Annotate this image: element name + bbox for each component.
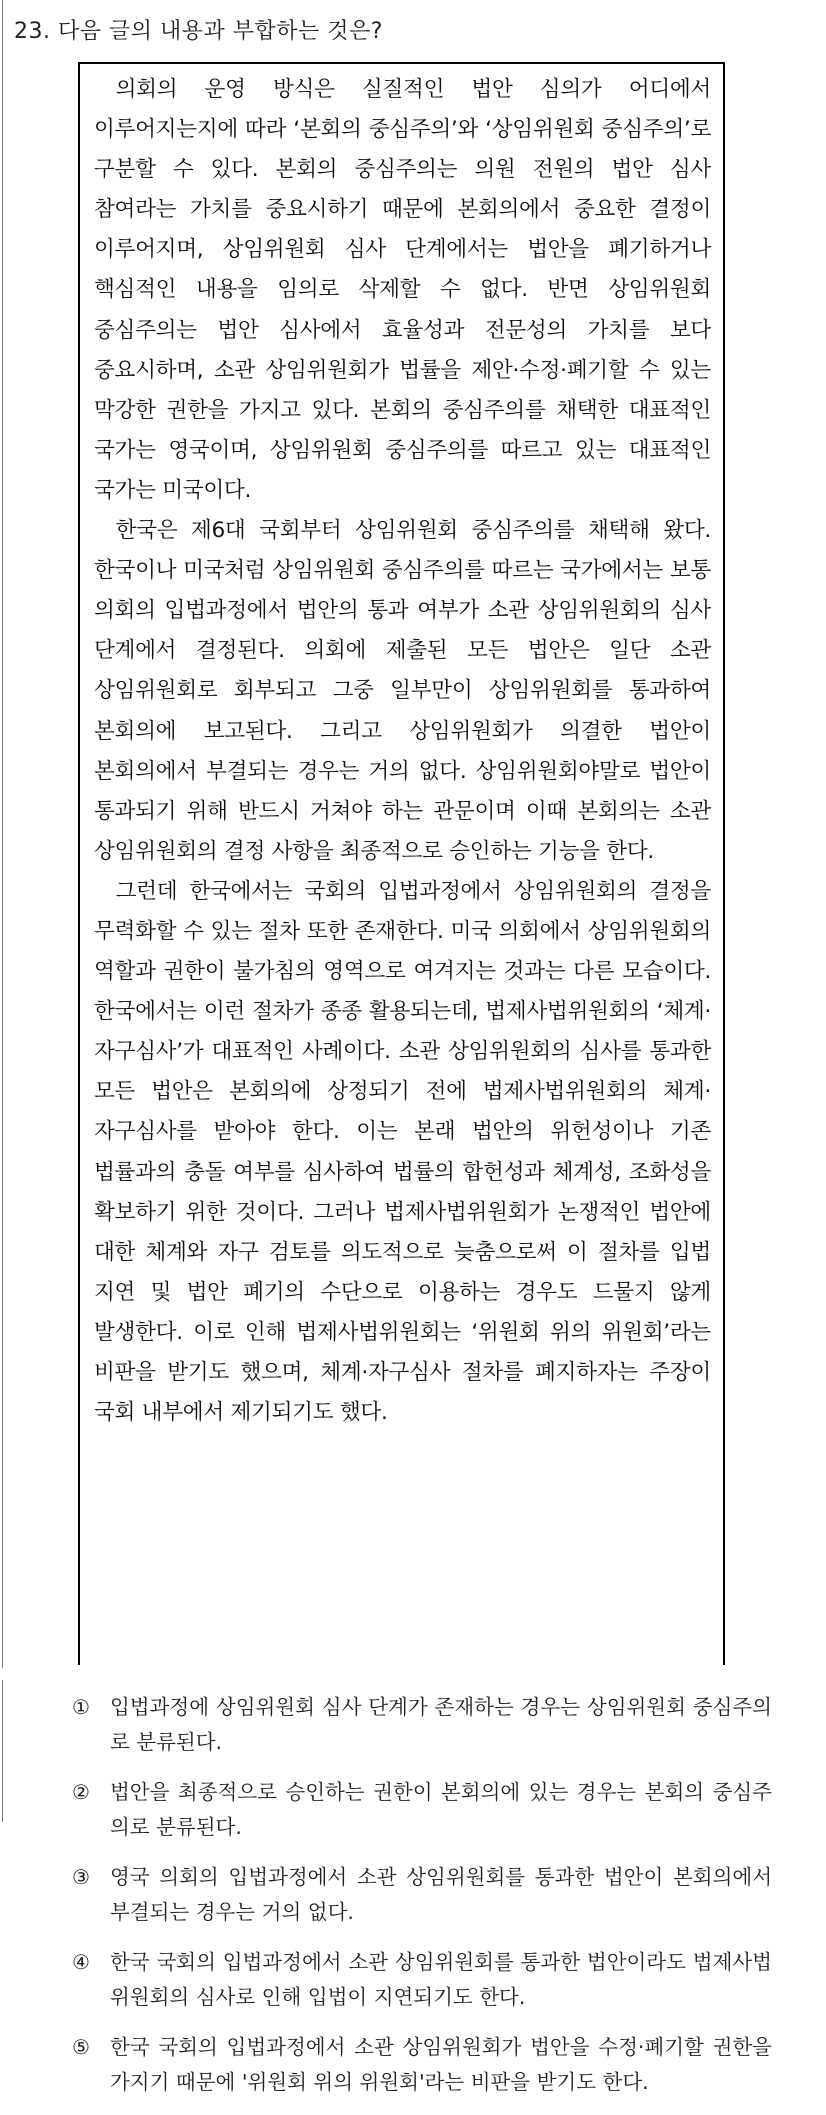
choice-3[interactable] — [72, 1860, 772, 1929]
passage-paragraph: 그런데 한국에서는 국회의 입법과정에서 상임위원회의 결정을 무력화할 수 있는 절차 또한 존재한다. 미국 의회에서 상임위원회의 역할과 권한이 불가침의 영역으로 여겨지는 것과는 다른 모습이다. 한국에서는 이런 절차가 종종 활용되는데, 법제사법위원회의 ‘체계·자구심사’가 대표적인 사례이다. 소관 상임위원회의 심사를 통과한 모든 법안은 본회의에 상정되기 전에 법제사법위원회의 체계·자구심사를 받아야 한다. 이는 본래 법안의 위헌성이나 기존 법률과의 충돌 여부를 심사하여 법률의 합헌성과 체계성, 조화성을 확보하기 위한 것이다. 그러나 법제사법위원회가 논쟁적인 법안에 대한 체계와 자구 검토를 의도적으로 늦춤으로써 이 절차를 입법 지연 및 법안 폐기의 수단으로 이용하는 경우도 드물지 않게 발생한다. 이로 인해 법제사법위원회는 ‘위원회 위의 위원회’라는 비판을 받기도 했으며, 체계·자구심사 절차를 폐지하자는 주장이 국회 내부에서 제기되기도 했다. — [94, 878, 711, 1426]
question-title — [14, 14, 383, 45]
choice-number: ① — [72, 1695, 90, 1719]
question-number: 23. — [14, 19, 51, 44]
choice-text: 한국 국회의 입법과정에서 소관 상임위원회를 통과한 법안이라도 법제사법위원회의 심사로 인해 입법이 지연되기도 한다. — [110, 1950, 772, 2009]
choice-text: 입법과정에 상임위원회 심사 단계가 존재하는 경우는 상임위원회 중심주의로 분류된다. — [110, 1695, 772, 1754]
choice-5[interactable] — [72, 2030, 772, 2099]
page-margin-rule — [2, 1680, 3, 1822]
passage-paragraph: 한국은 제6대 국회부터 상임위원회 중심주의를 채택해 왔다. 한국이나 미국처럼 상임위원회 중심주의를 따르는 국가에서는 보통 의회의 입법과정에서 법안의 통과 여부가 소관 상임위원회의 심사 단계에서 결정된다. 의회에 제출된 모든 법안은 일단 소관 상임위원회로 회부되고 그중 일부만이 상임위원회를 통과하여 본회의에 보고된다. 그리고 상임위원회가 의결한 법안이 본회의에서 부결되는 경우는 거의 없다. 상임위원회야말로 법안이 통과되기 위해 반드시 거쳐야 하는 관문이며 이때 본회의는 소관 상임위원회의 결정 사항을 최종적으로 승인하는 기능을 한다. — [94, 518, 711, 864]
choice-text: 한국 국회의 입법과정에서 소관 상임위원회가 법안을 수정·폐기할 권한을 가지기 때문에 '위원회 위의 위원회'라는 비판을 받기도 한다. — [110, 2035, 772, 2094]
choice-2[interactable] — [72, 1775, 772, 1844]
question-prompt: 다음 글의 내용과 부합하는 것은? — [58, 19, 383, 44]
choice-1[interactable] — [72, 1690, 772, 1759]
page-margin-rule — [2, 0, 3, 1668]
choice-text: 영국 의회의 입법과정에서 소관 상임위원회를 통과한 법안이 본회의에서 부결되는 경우는 거의 없다. — [110, 1865, 772, 1924]
choice-4[interactable] — [72, 1945, 772, 2014]
choice-number: ⑤ — [72, 2035, 90, 2059]
choice-text: 법안을 최종적으로 승인하는 권한이 본회의에 있는 경우는 본회의 중심주의로 분류된다. — [110, 1780, 772, 1839]
choice-number: ③ — [72, 1865, 90, 1889]
choice-number: ② — [72, 1780, 90, 1804]
choice-number: ④ — [72, 1950, 90, 1974]
passage-paragraph: 의회의 운영 방식은 실질적인 법안 심의가 어디에서 이루어지는지에 따라 ‘본회의 중심주의’와 ‘상임위원회 중심주의’로 구분할 수 있다. 본회의 중심주의는 의원 전원의 법안 심사 참여라는 가치를 중요시하기 때문에 본회의에서 중요한 결정이 이루어지며, 상임위원회 심사 단계에서는 법안을 폐기하거나 핵심적인 내용을 임의로 삭제할 수 없다. 반면 상임위원회 중심주의는 법안 심사에서 효율성과 전문성의 가치를 보다 중요시하며, 소관 상임위원회가 법률을 제안·수정·폐기할 수 있는 막강한 권한을 가지고 있다. 본회의 중심주의를 채택한 대표적인 국가는 영국이며, 상임위원회 중심주의를 따르고 있는 대표적인 국가는 미국이다. — [94, 77, 711, 503]
answer-choices — [72, 1690, 772, 2115]
reading-passage-box — [78, 62, 725, 1665]
